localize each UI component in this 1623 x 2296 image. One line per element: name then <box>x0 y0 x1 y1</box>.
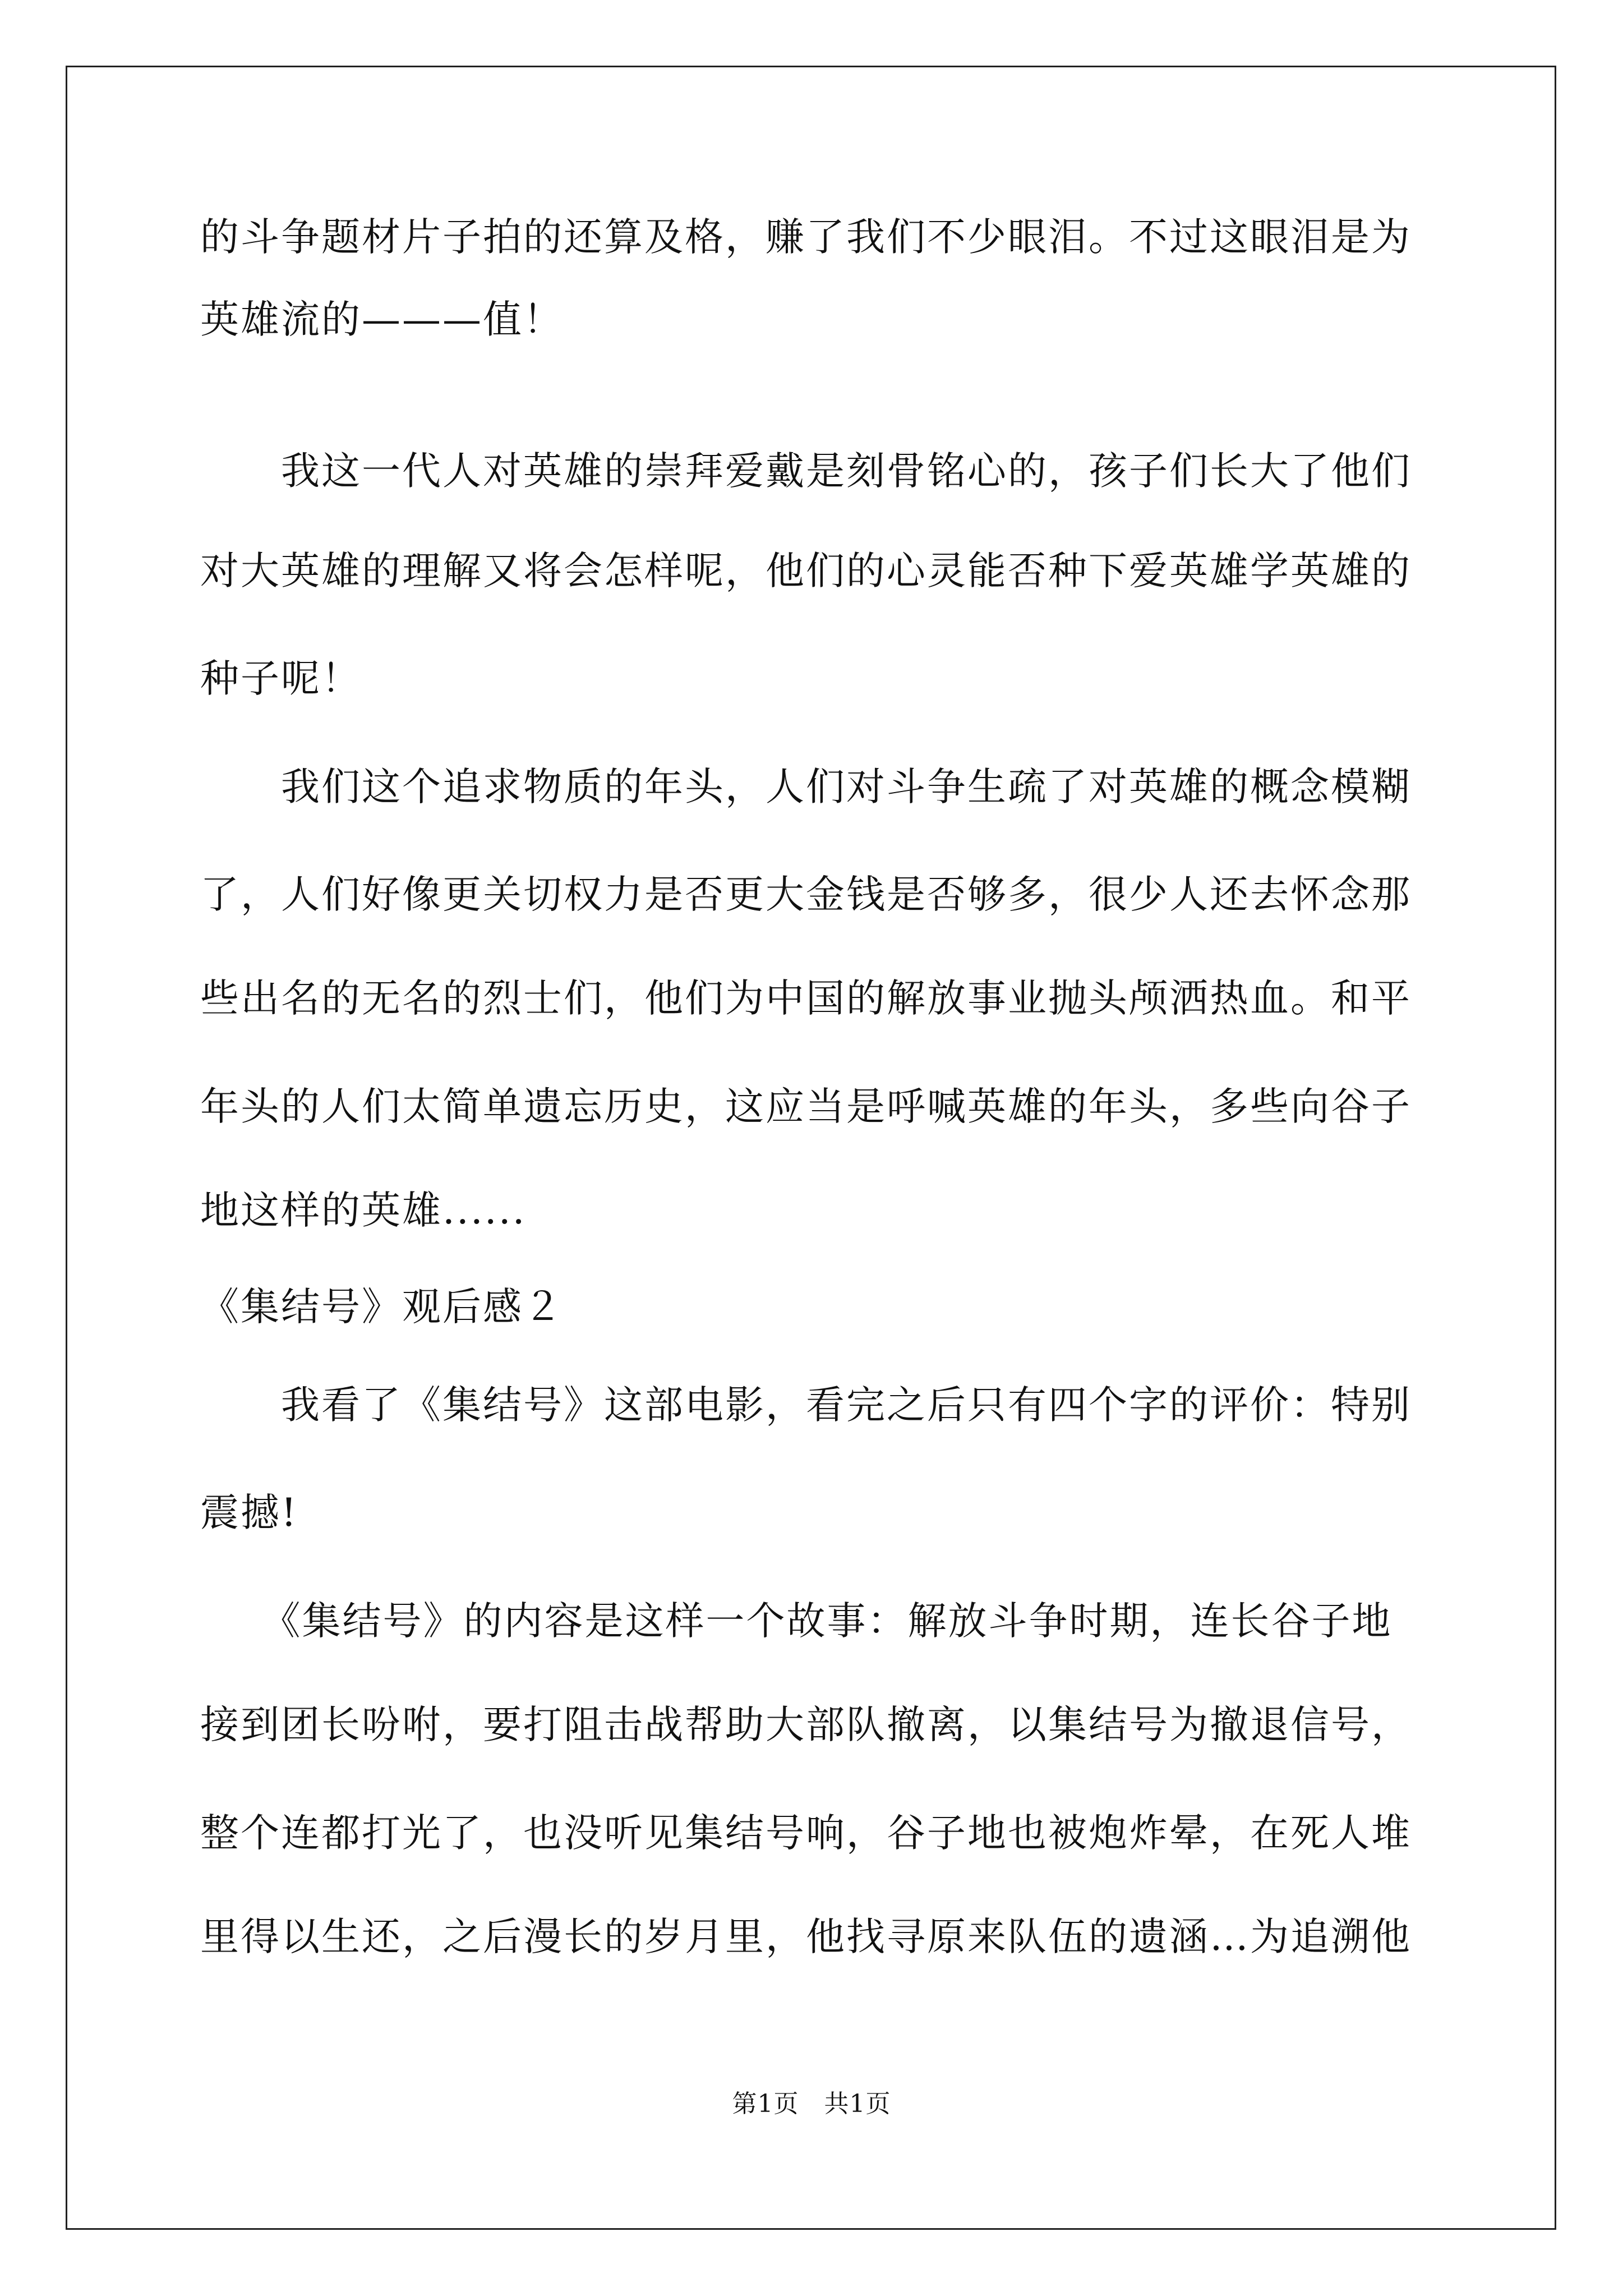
text-line: 年头的人们太简单遗忘历史，这应当是呼喊英雄的年头，多些向谷子 <box>200 1084 1412 1129</box>
text-line: 的斗争题材片子拍的还算及格，赚了我们不少眼泪。不过这眼泪是为 <box>200 215 1412 260</box>
text-line: 我们这个追求物质的年头，人们对斗争生疏了对英雄的概念模糊 <box>200 765 1412 809</box>
text-line: 接到团长吩咐，要打阻击战帮助大部队撤离，以集结号为撤退信号， <box>200 1703 1412 1747</box>
page-border <box>66 66 1556 2230</box>
text-line: 了，人们好像更关切权力是否更大金钱是否够多，很少人还去怀念那 <box>200 872 1412 917</box>
text-line: 里得以生还，之后漫长的岁月里，他找寻原来队伍的遗涵…为追溯他 <box>200 1915 1412 1959</box>
page-number-footer: 第1页 共1页 <box>732 2090 891 2118</box>
text-line: 我看了《集结号》这部电影，看完之后只有四个字的评价：特别 <box>200 1383 1412 1428</box>
section-heading: 《集结号》观后感２ <box>200 1285 564 1329</box>
text-line: 些出名的无名的烈士们，他们为中国的解放事业抛头颅洒热血。和平 <box>200 976 1412 1021</box>
text-line: 《集结号》的内容是这样一个故事：解放斗争时期，连长谷子地 <box>200 1599 1393 1644</box>
text-line: 对大英雄的理解又将会怎样呢，他们的心灵能否种下爱英雄学英雄的 <box>200 549 1412 593</box>
text-line: 英雄流的———值！ <box>200 297 564 342</box>
text-line: 震撼! <box>200 1490 298 1535</box>
text-line: 整个连都打光了，也没听见集结号响，谷子地也被炮炸晕，在死人堆 <box>200 1811 1412 1856</box>
text-line: 我这一代人对英雄的崇拜爱戴是刻骨铭心的，孩子们长大了他们 <box>200 449 1412 494</box>
text-line: 地这样的英雄...... <box>200 1188 527 1233</box>
text-line: 种子呢！ <box>200 656 362 701</box>
